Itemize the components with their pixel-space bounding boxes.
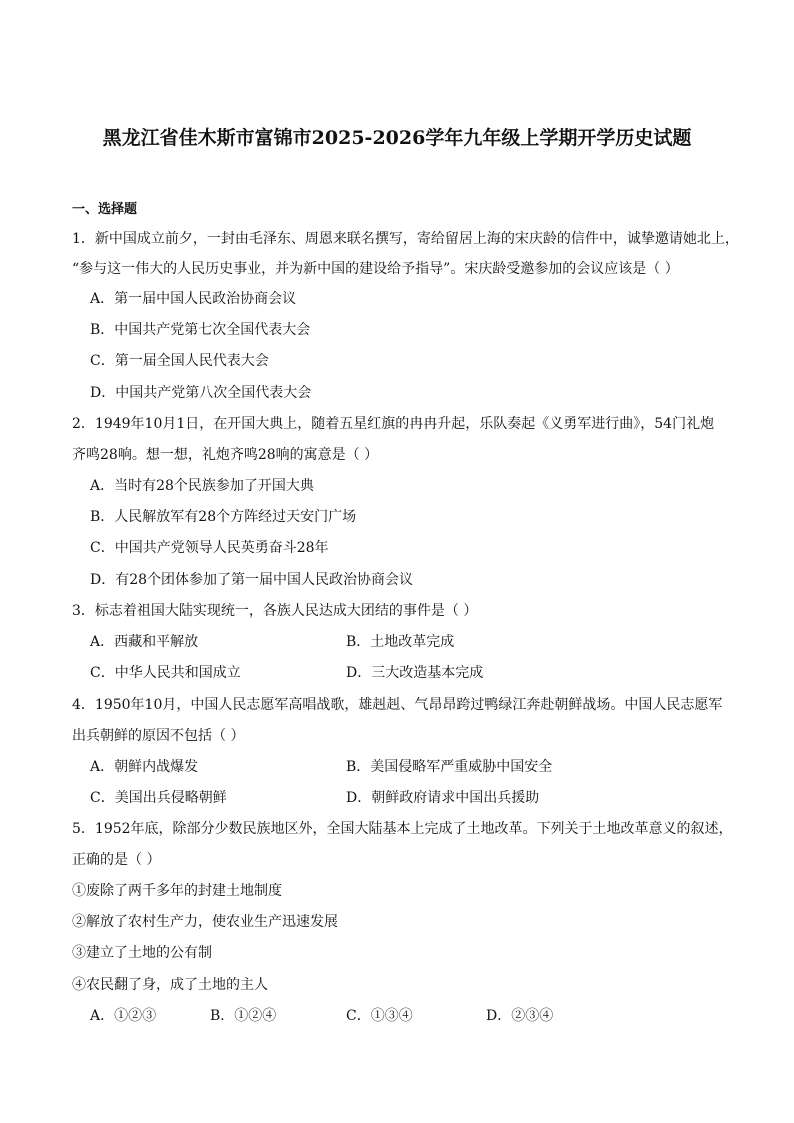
exam-title: 黑龙江省佳木斯市富锦市2025-2026学年九年级上学期开学历史试题	[102, 127, 692, 149]
question-2-line-1: 2．1949年10月1日，在开国大典上，随着五星红旗的冉冉升起，乐队奏起《义勇军进行曲》，54门礼炮	[72, 416, 715, 432]
question-1-option-a[interactable]: A．第一届中国人民政治协商会议	[90, 291, 297, 307]
question-4-option-b[interactable]: B．美国侵略军严重威胁中国安全	[346, 759, 553, 775]
question-5-statement-2: ②解放了农村生产力，使农业生产迅速发展	[72, 914, 338, 930]
question-1-line-2: “参与这一伟大的人民历史事业，并为新中国的建设给予指导”。宋庆龄受邀参加的会议应该是（ ）	[72, 261, 679, 277]
question-5-statement-1: ①废除了两千多年的封建土地制度	[72, 883, 282, 899]
question-1-option-d[interactable]: D．中国共产党第八次全国代表大会	[90, 385, 312, 401]
question-4-option-d[interactable]: D．朝鲜政府请求中国出兵援助	[346, 790, 540, 806]
section-heading-choice: 一、选择题	[72, 202, 138, 217]
question-2-option-a[interactable]: A．当时有28个民族参加了开国大典	[90, 478, 314, 494]
question-5-option-d[interactable]: D．②③④	[486, 1008, 554, 1024]
question-5-line-2: 正确的是（ ）	[72, 852, 161, 868]
question-1-option-b[interactable]: B．中国共产党第七次全国代表大会	[90, 322, 311, 338]
question-3-option-d[interactable]: D．三大改造基本完成	[346, 665, 484, 681]
question-4-line-1: 4．1950年10月，中国人民志愿军高唱战歌，雄赳赳、气昂昂跨过鸭绿江奔赴朝鲜战场。中国人民志愿军	[72, 697, 723, 713]
question-2-option-b[interactable]: B．人民解放军有28个方阵经过天安门广场	[90, 509, 357, 525]
question-5-line-1: 5．1952年底，除部分少数民族地区外，全国大陆基本上完成了土地改革。下列关于土地改革意义的叙述，	[72, 821, 733, 837]
question-3-option-a[interactable]: A．西藏和平解放	[90, 634, 199, 650]
question-3-option-c[interactable]: C．中华人民共和国成立	[90, 665, 241, 681]
question-5-option-c[interactable]: C．①③④	[346, 1008, 413, 1024]
question-1-line-1: 1．新中国成立前夕，一封由毛泽东、周恩来联名撰写，寄给留居上海的宋庆龄的信件中，诚挚邀请她北上，	[72, 231, 739, 247]
question-4-option-c[interactable]: C．美国出兵侵略朝鲜	[90, 790, 227, 806]
question-3-line-1: 3．标志着祖国大陆实现统一，各族人民达成大团结的事件是（ ）	[72, 603, 478, 619]
question-5-statement-4: ④农民翻了身，成了土地的主人	[72, 977, 268, 993]
question-4-option-a[interactable]: A．朝鲜内战爆发	[90, 759, 199, 775]
question-4-line-2: 出兵朝鲜的原因不包括（ ）	[72, 728, 245, 744]
question-2-option-c[interactable]: C．中国共产党领导人民英勇奋斗28年	[90, 540, 329, 556]
question-2-line-2: 齐鸣28响。想一想，礼炮齐鸣28响的寓意是（ ）	[72, 447, 379, 463]
question-5-option-a[interactable]: A．①②③	[90, 1008, 157, 1024]
question-5-option-b[interactable]: B．①②④	[210, 1008, 277, 1024]
question-1-option-c[interactable]: C．第一届全国人民代表大会	[90, 353, 269, 369]
question-3-option-b[interactable]: B．土地改革完成	[346, 634, 455, 650]
question-2-option-d[interactable]: D．有28个团体参加了第一届中国人民政治协商会议	[90, 572, 414, 588]
question-5-statement-3: ③建立了土地的公有制	[72, 945, 212, 961]
